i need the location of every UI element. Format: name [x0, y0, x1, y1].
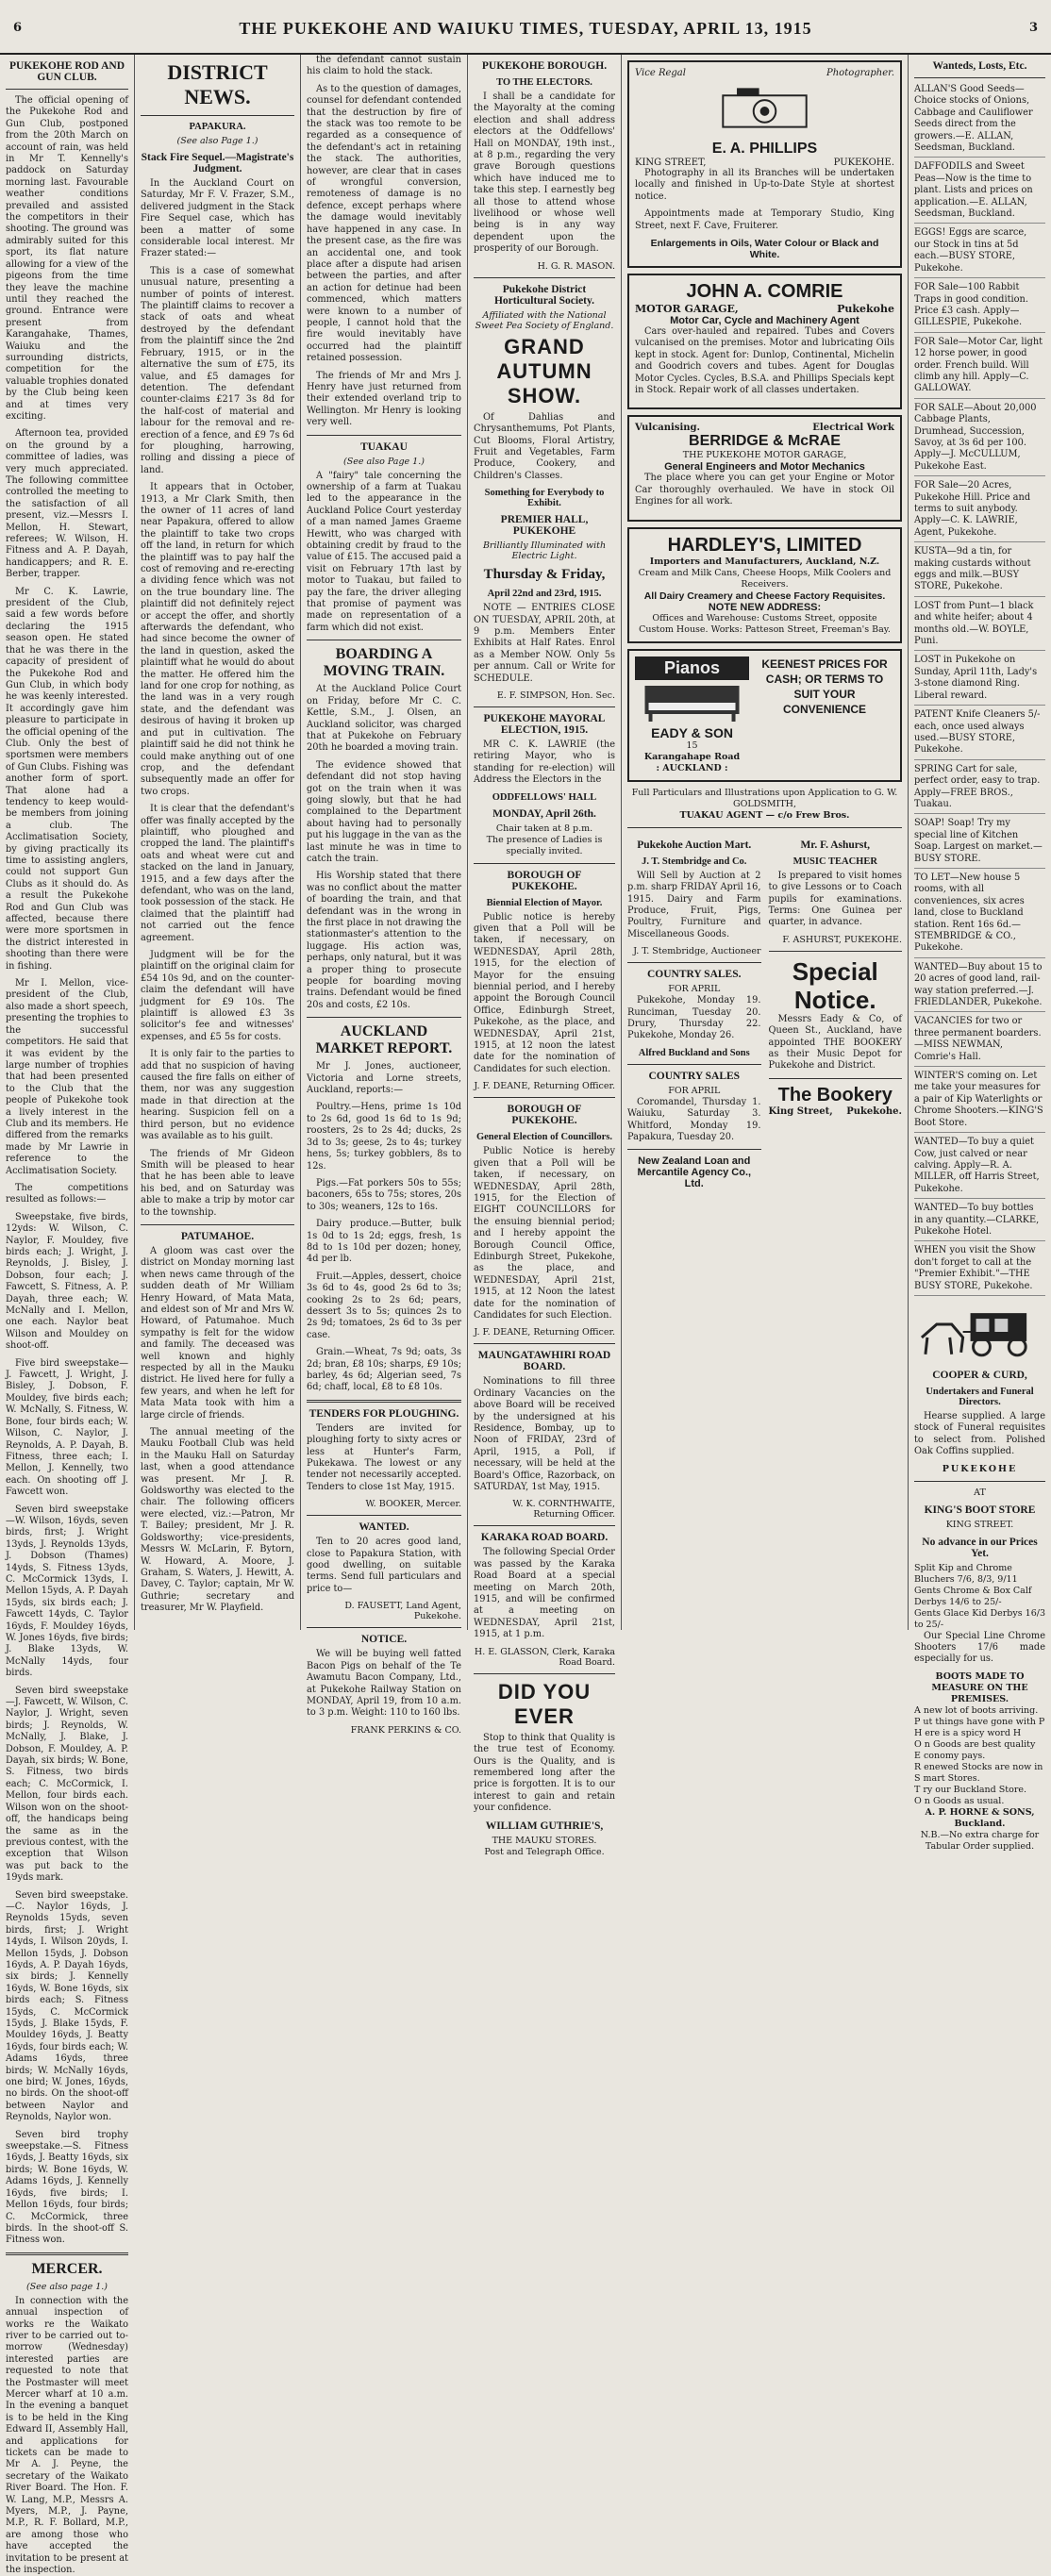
- phillips-advertisement: [627, 60, 902, 268]
- ashurst-heading: Mr. F. Ashurst,: [800, 839, 871, 851]
- maungatawhiri-heading: MAUNGATAWHIRI ROAD BOARD.: [477, 1350, 611, 1373]
- biennial-heading: BOROUGH OF PUKEKOHE.: [507, 869, 582, 892]
- classified-item: WANTED—Buy about 15 to 20 acres of good land, rail-way station preferred.—J. FRIEDLANDER, Pukekohe.: [914, 962, 1045, 1013]
- hardley-requisites: All Dairy Creamery and Cheese Factory Requisites.: [643, 590, 886, 602]
- comrie-name: JOHN A. COMRIE: [686, 281, 843, 303]
- divider: [627, 827, 902, 828]
- hearse-carriage-icon: [914, 1300, 1045, 1360]
- borough-heading: PUKEKOHE BOROUGH.: [481, 60, 608, 72]
- grand-venue-sub: Brilliantly Illuminated with Electric Light.: [482, 540, 607, 562]
- column-4: [468, 55, 621, 1857]
- hardley-advertisement: [627, 527, 902, 643]
- divider: [627, 962, 761, 963]
- eady-name: EADY & SON: [651, 724, 733, 740]
- article-paragraph: the defendant cannot sustain his claim to hold the stack.: [307, 55, 461, 77]
- article-paragraph: It appears that in October, 1913, a Mr Clark Smith, then the owner of 11 acres of land near Papakura, offered to allow the plaintiff to take two crops off the land, in return for which the plaintiff was to pay half the cost of removing and re-erecting a dividing fence which was not on the true boundary line. The plaintiff did not definitely reject or accept the offer, and shortly afterwards the defendant, who had since become the owner of the land in question, asked the plaintiff what he would do about the matter. He offered him the land for one crop for nothing, as the land was in a very rough state, and the defendant was desirous of having it broken up and put in cultivation. The plaintiff said he did not think he could make anything out of one crop, and the defendant subsequently made an offer for two crops.: [141, 482, 294, 797]
- phillips-vice-regal: Vice Regal: [635, 68, 686, 78]
- notice-paragraph: Ten to 20 acres good land, close to Papakura Station, with good dwelling, on suitable terms. Send full particulars and price to—: [307, 1537, 461, 1594]
- article-paragraph: Pigs.—Fat porkers 50s to 55s; baconers, 65s to 75s; stores, 20s to 30s; weaners, 12s to 16s.: [307, 1177, 461, 1212]
- kings-at: AT: [974, 1487, 986, 1498]
- divider: [6, 89, 128, 90]
- bookery-title: The Bookery: [777, 1084, 893, 1105]
- berridge-advertisement: [627, 415, 902, 521]
- phillips-enlargements: Enlargements in Oils, Water Colour or Black and White.: [650, 238, 879, 261]
- classified-item: ALLAN'S Good Seeds—Choice stocks of Onions, Cabbage and Cauliflower Seeds direct from the growers.—E. ALLAN, Seedsman, Buckland.: [914, 84, 1045, 158]
- footnote: N.B.—No extra charge for Tabular Order supplied.: [920, 1829, 1040, 1852]
- eady-city: : AUCKLAND :: [656, 762, 728, 773]
- column-5-lower-left: [627, 834, 761, 1190]
- classified-item: VACANCIES for two or three permanent boarders. —MISS NEWMAN, Comrie's Hall.: [914, 1016, 1045, 1067]
- phillips-name: E. A. PHILLIPS: [711, 141, 818, 157]
- hardley-sub: Importers and Manufacturers, Auckland, N.Z.: [649, 556, 880, 567]
- mayoral-heading: PUKEKOHE MAYORAL ELECTION, 1915.: [483, 712, 606, 736]
- divider: [474, 863, 615, 864]
- price-line: Split Kip and Chrome Bluchers 7/6, 8/3, 9/11: [914, 1562, 1018, 1585]
- ashurst-paragraph: Is prepared to visit homes to give Lessons or to Coach pupils for examinations. Terms: One Guinea per quarter, in advance.: [768, 870, 902, 928]
- divider: [141, 115, 294, 116]
- divider: [474, 1525, 615, 1526]
- grand-autumn-show-title: GRAND AUTUMN SHOW.: [496, 334, 592, 407]
- wanteds-heading: Wanteds, Losts, Etc.: [932, 60, 1027, 72]
- classified-item: PATENT Knife Cleaners 5/- each, once used always used.—BUSY STORE, Pukekohe.: [914, 709, 1045, 760]
- article-paragraph: Grain.—Wheat, 7s 9d; oats, 3s 2d; bran, £8 10s; sharps, £9 10s; barley, 4s 6d; Algerian seed, 7s 6d; chaff, local, £8 to £8 10s.: [307, 1347, 461, 1393]
- country-sales-month: FOR APRIL: [668, 984, 721, 995]
- article-paragraph: The friends of Mr and Mrs J. Henry have just returned from their extended overland trip to Wellington. Mr Henry is looking very well.: [307, 370, 461, 428]
- eady-prices: KEENEST PRICES FOR CASH; OR TERMS TO SUIT YOUR CONVENIENCE: [761, 656, 888, 716]
- classified-item: WINTER'S coming on. Let me take your measures for a pair of Kip Waterlights or Chrome Shooters.—KING'S Boot Store.: [914, 1071, 1045, 1133]
- comrie-advertisement: [627, 274, 902, 409]
- hardley-address: Offices and Warehouse: Customs Street, opposite Custom House. Works: Patteson Street, Freeman's Bay.: [639, 612, 891, 635]
- masthead: [0, 0, 1051, 55]
- notice-paragraph: Of Dahlias and Chrysanthemums, Pot Plants, Cut Blooms, Floral Artistry, Fruit and Vegetables, Farm Produce, Cookery, and Children's Classes.: [474, 411, 615, 481]
- notice-paragraph: NOTE — ENTRIES CLOSE ON TUESDAY, APRIL 20th, at 9 p.m. Members Enter Exhibits at Half Rates. Enrol as a Member NOW. Only 5s per annum. Call or Write for SCHEDULE.: [474, 603, 615, 684]
- classified-item: EGGS! Eggs are scarce, our Stock in tins at 5d each.—BUSY STORE, Pukekohe.: [914, 227, 1045, 278]
- mercer-heading: MERCER.: [31, 2260, 103, 2277]
- phillips-paragraph: Photography in all its Branches will be undertaken locally and finished in Up-to-Date Style at shortest notice.: [635, 168, 894, 202]
- article-paragraph: The evidence showed that defendant did not stop having got on the train when it was going slowly, but that he had complained to the Department about having had to personally put his luggage in the van as the last minute he was in time to catch the train.: [307, 759, 461, 864]
- maungatawhiri-signature: W. K. CORNTHWAITE, Returning Officer.: [512, 1499, 615, 1521]
- acrostic-line: E conomy pays.: [914, 1750, 986, 1761]
- divider: [769, 951, 903, 952]
- classified-item: LOST from Punt—1 black and white heifer; about 4 months old.—W. BOYLE, Puni.: [914, 601, 1045, 652]
- divider: [914, 77, 1045, 78]
- grand-signature: E. F. SIMPSON, Hon. Sec.: [496, 690, 615, 701]
- ashurst-signature: F. ASHURST, PUKEKOHE.: [782, 934, 902, 945]
- acrostic-line: S mart Stores.: [914, 1772, 980, 1784]
- councillors-heading: BOROUGH OF PUKEKOHE.: [507, 1104, 582, 1127]
- cooper-sub: Undertakers and Funeral Directors.: [926, 1386, 1034, 1407]
- berridge-paragraph: The place where you can get your Engine or Motor Car thoroughly overhauled. We have in stock Oil Engines for all work.: [635, 473, 894, 507]
- wanted-heading: WANTED.: [359, 1521, 409, 1534]
- article-paragraph: The competitions resulted as follows:—: [6, 1182, 128, 1205]
- papakura-heading: PAPAKURA.: [189, 122, 246, 132]
- article-paragraph: Sweepstake, five birds, 12yds: W. Wilson, C. Naylor, F. Mouldey, five birds each; J. Wright, J. Reynolds, J. Bisley, J. Dobson, four each; J. Fawcett, S. Fitness, A. P. Dayah, three each; W. McNally and I. Mellon, one each. Naylor beat Wilson and Mouldey on shoot-off.: [6, 1211, 128, 1352]
- tuakau-see-also: (See also Page 1.): [343, 456, 425, 467]
- grand-dates: Thursday & Friday,: [483, 567, 606, 583]
- phillips-street: KING STREET,: [635, 158, 707, 168]
- bookery-town: Pukekohe.: [846, 1105, 902, 1117]
- article-paragraph: Seven bird sweepstake—W. Wilson, 16yds, seven birds, first; J. Wright 13yds, J. Reynolds 13yds, J. Dobson (Thames) 14yds, S. Fitness 13yds, C. McCormick 13yds, I. Mellon 15yds, A. P. Dayah 15yds, six birds each; J. Fawcett 14yds, C. Taylor 16yds, F. Mouldey 16yds, W. Jones 16yds, five birds; J. Blake 13yds, W. McNally 14yds, four birds.: [6, 1504, 128, 1679]
- divider: [474, 1343, 615, 1344]
- classified-item: LOST in Pukekohe on Sunday, April 11th, Lady's 3-stone diamond Ring. Liberal reward.: [914, 655, 1045, 706]
- stack-fire-heading: Stack Fire Sequel.—Magistrate's Judgment.: [141, 152, 294, 175]
- divider: [307, 435, 461, 436]
- column-1: [0, 55, 134, 2576]
- article-paragraph: Seven bird sweepstake.—C. Naylor 16yds, J. Reynolds 15yds, seven birds, first; J. Wright 14yds, I. Wilson 20yds, I. Mellon 15yds, J. Dobson 16yds, A. P. Dayah 16yds, six birds; J. Kennelly 16yds, W. Bone 16yds, six birds each; S. Fitness 15yds, C. McCormick 15yds, J. Blake 15yds, F. Mouldey 16yds, J. Beatty 16yds, four birds each; W. Adams 16yds, three birds; W. McNally 16yds, one bird; W. Jones, 16yds, no birds. On the shoot-off between Naylor and Reynolds, Naylor won.: [6, 1889, 128, 2123]
- article-paragraph: Afternoon tea, provided on the ground by a committee of ladies, was very much appreciated. The following committee controlled the meeting to the satisfaction of all present, viz.—Messrs I. Mellon, H. Stewart, referees; W. Wilson, H. Fitness and A. P. Dayah, handicappers; and R. E. Berber, trapper.: [6, 428, 128, 580]
- page-number-right: 3: [1028, 21, 1038, 35]
- ashurst-sub: MUSIC TEACHER: [792, 856, 877, 867]
- divider: [627, 1149, 761, 1150]
- classified-item: FOR Sale—Motor Car, light 12 horse power, in good order. French build. Will climb any hill. Apply—C. GALLOWAY.: [914, 337, 1045, 399]
- masthead-title: THE PUKEKOHE AND WAIUKU TIMES, TUESDAY, APRIL 13, 1915: [239, 19, 812, 38]
- article-paragraph: Mr J. Jones, auctioneer, Victoria and Lorne streets, Auckland, reports:—: [307, 1061, 461, 1096]
- divider: [474, 277, 615, 278]
- biennial-sub: Biennial Election of Mayor.: [486, 897, 603, 908]
- column-3: [301, 55, 467, 1736]
- karaka-heading: KARAKA ROAD BOARD.: [480, 1532, 609, 1544]
- phillips-photographer: Photographer.: [826, 68, 894, 78]
- auction-name: J. T. Stembridge and Co.: [642, 856, 747, 867]
- pianos-label: Pianos: [635, 656, 749, 680]
- wanted-signature: D. FAUSETT, Land Agent, Pukekohe.: [344, 1601, 461, 1622]
- divider: [914, 1481, 1045, 1482]
- berridge-sub: THE PUKEKOHE MOTOR GARAGE,: [682, 450, 847, 461]
- eady-road: Karangahape Road: [643, 751, 741, 762]
- acrostic-line: A new lot of boots arriving.: [914, 1704, 1039, 1716]
- cooper-paragraph: Hearse supplied. A large stock of Funeral requisites to select from. Polished Oak Coffins supplied.: [914, 1410, 1045, 1457]
- tenders-heading: TENDERS FOR PLOUGHING.: [309, 1407, 459, 1420]
- classified-item: SOAP! Soap! Try my special line of Kitchen Soap. Largest on market.—BUSY STORE.: [914, 818, 1045, 869]
- karaka-signature: H. E. GLASSON, Clerk, Karaka Road Board.: [474, 1646, 615, 1668]
- article-paragraph: Judgment will be for the plaintiff on the original claim for £54 10s 9d, and on the counter-claim the defendant will have judgment for £9 10s. The plaintiff is allowed £3 3s solicitor's fee and witnesses' expenses, and £5 5s for costs.: [141, 950, 294, 1042]
- tuakau-heading: TUAKAU: [360, 440, 408, 453]
- cooper-heading: COOPER & CURD,: [932, 1369, 1027, 1381]
- grand-dates-2: April 22nd and 23rd, 1915.: [487, 589, 602, 600]
- price-line: Gents Glace Kid Derbys 16/3 to 25/-: [914, 1607, 1045, 1630]
- divider: [307, 1400, 461, 1403]
- rod-gun-heading: PUKEKOHE ROD AND GUN CLUB.: [8, 60, 125, 83]
- classified-item: KUSTA—9d a tin, for making custards without eggs and milk.—BUSY STORE, Pukekohe.: [914, 546, 1045, 597]
- divider: [141, 1224, 294, 1225]
- notice-paragraph: MR C. K. LAWRIE (the retiring Mayor, who is standing for re-election) will Address the Electors in the: [474, 739, 615, 786]
- grand-venue: PREMIER HALL, PUKEKOHE: [500, 514, 589, 538]
- notice-signature: FRANK PERKINS & CO.: [350, 1724, 461, 1736]
- article-paragraph: In connection with the annual inspection of works re the Waikato river to be carried out to-morrow (Wednesday) interested parties are requested to note that the Postmaster will meet Mercer wharf at 10 a.m. In the evening a banquet is to be held in the King Edward II, Assembly Hall, and applications for tickets can be made to Mr A. J. Peyne, the secretary of the Waikato River Board. The Hon. F. W. Lang, M.P., Messrs A. Myers, M.P., J. Payne, M.P., R. F. Bollard, M.P., are among those who have accepted the invitation to be present at the inspection.: [6, 2295, 128, 2576]
- column-5: [622, 55, 908, 1630]
- did-you-ever-heading: DID YOU EVER: [497, 1679, 592, 1728]
- auction-paragraph: Will Sell by Auction at 2 p.m. sharp FRIDAY April 16, 1915. Dairy and Farm Produce, Fruit, Pigs, Poultry, Furniture and Miscellaneous Goods.: [627, 870, 761, 939]
- classified-item: WANTED—To buy bottles in any quantity.—CLARKE, Pukekohe Hotel.: [914, 1203, 1045, 1241]
- district-news-heading: DISTRICT NEWS.: [167, 60, 268, 108]
- notice-paragraph: We will be buying well fatted Bacon Pigs on behalf of the Te Awamutu Bacon Company, Ltd., at Pukekohe Railway Station on MONDAY, April 19, from 10 a.m. to 3 p.m. Weight: 110 to 160 lbs.: [307, 1649, 461, 1719]
- guthrie-sub-2: Post and Telegraph Office.: [484, 1846, 605, 1857]
- article-paragraph: Poultry.—Hens, prime 1s 10d to 2s 6d, good 1s 6d to 1s 9d; roosters, 2s to 2s 4d; ducks, 2s 3d to 3s; geese, 2s to 4s; turkey hens, 5s; turkey gobblers, 8s to 12s.: [307, 1102, 461, 1172]
- biennial-signature: J. F. DEANE, Returning Officer.: [474, 1081, 615, 1092]
- classified-item: FOR Sale—20 Acres, Pukekohe Hill. Price and terms to suit anybody. Apply—C. K. LAWRIE, Agent, Pukekohe.: [914, 480, 1045, 542]
- article-paragraph: His Worship stated that there was no conflict about the matter of boarding the train, and that defendant was in the wrong in the first place in not drawing the stationmaster's attention to the luggage. His action was, perhaps, only natural, but it was a proper thing to prosecute people for boarding moving trains. Defendant would be fined 20s and costs, £2 10s.: [307, 871, 461, 1010]
- article-paragraph: Five bird sweepstake—J. Fawcett, J. Wright, J. Bisley, J. Dobson, F. Mouldey, five birds each; W. McNally, S. Fitness, W. Bone, four birds each; W. Wilson, C. Naylor, J. Reynolds, A. P. Dayah, B. Fitness, three each; I. Mellon, J. Kennelly, two each. On shooting off J. Fawcett won.: [6, 1357, 128, 1498]
- divider: [474, 706, 615, 707]
- article-paragraph: Fruit.—Apples, dessert, choice 3s 6d to 4s, good 2s 6d to 3s; cooking 2s to 2s 6d; pears, dessert 3s to 5s; quinces 2s to 2s 9d; tomatoes, 2s 6d to 3s per case.: [307, 1271, 461, 1340]
- article-paragraph: It is only fair to the parties to add that no suspicion of having caused the fire falls on either of them, nor was any suggestion made in that direction at the hearing. Suspicion fell on a third person, but no evidence was available as to his guilt.: [141, 1049, 294, 1142]
- mayoral-date: MONDAY, April 26th.: [492, 807, 596, 820]
- article-paragraph: As to the question of damages, counsel for defendant contended that the destruction by fire of the stack was too remote to be regarded as a consequence of the defendant's act in retaining the stack. The authorities, however, are clear that in cases of wrongful conversion, remoteness of damage is no defence, except perhaps where the damage would inevitably have happened in any case. In the present case, as the fire was an accidental one, and took place after a dispute had arisen between the parties, and after an action for detinue had been commenced, which matters were known to a number of people, I cannot hold that the fire would inevitably have occurred had the plaintiff retained possession.: [307, 83, 461, 364]
- tenders-signature: W. BOOKER, Mercer.: [365, 1499, 461, 1510]
- acrostic-line: T ry our Buckland Store.: [914, 1784, 1027, 1795]
- eady-number: 15: [686, 740, 698, 751]
- hardley-title: HARDLEY'S, LIMITED: [667, 534, 862, 556]
- article-paragraph: Mr C. K. Lawrie, president of the Club, said a few words before declaring the 1915 season open. He stated that he was there in the capacity of president of the Pukekohe Rod and Gun Club, in which body he was keenly interested. It accordingly gave him pleasure to participate in the official opening of the Club. Only the best of sportsmen were members of Gun Clubs. Fishing was another form of sport. That alone had a tendency to keep would-be members from joining a club. The Acclimatisation Society, by giving practically its time to assisting anglers, could not support Gun Clubs as it should do. As a result the Pukekohe Rod and Gun Club was affected, because there were more sportsmen in the district interested in shooting than there were in fishing.: [6, 586, 129, 972]
- horne-signature: A. P. HORNE & SONS, Buckland.: [925, 1806, 1035, 1829]
- mayoral-chair: Chair taken at 8 p.m.: [495, 823, 593, 834]
- country-sales-2-heading: COUNTRY SALES: [648, 1070, 741, 1082]
- special-notice: Special Notice.: [792, 956, 878, 1014]
- no-advance: No advance in our Prices Yet.: [922, 1536, 1038, 1559]
- notice-paragraph: The following Special Order was passed by the Karaka Road Board at a special meeting on March 20th, 1915, and will be confirmed at a meeting on WEDNESDAY, April 21st, 1915, at 1 p.m.: [474, 1547, 615, 1640]
- acrostic-line: P ut things have gone with P: [914, 1716, 1045, 1727]
- guthrie-sub: THE MAUKU STORES.: [492, 1835, 597, 1846]
- article-paragraph: The annual meeting of the Mauku Football Club was held in the Mauku Hall on Saturday last, when a good attendance was present. Mr J. R. Goldsworthy was elected to the chair. The following officers were elected, viz.:—Patron, Mr T. Bailey; president, Mr J. R. Goldsworthy; vice-presidents, Messrs W. McLarin, F. Bytorn, W. Howard, A. Moore, J. Graham, S. Waters, J. Hewitt, A. Davey, C. Taylor; captain, Mr W. Guthrie; secretary and treasurer, Mr W. Playfield.: [141, 1427, 294, 1614]
- notice-paragraph: Stop to think that Quality is the true test of Economy. Ours is the Quality, and is remembered long after the price is forgotten. It is to our interest to gain and retain your confidence.: [474, 1732, 615, 1814]
- page-number-left: 6: [13, 21, 23, 35]
- phillips-town: PUKEKOHE.: [833, 158, 894, 168]
- piano-icon: [635, 680, 749, 722]
- berridge-electrical: Electrical Work: [812, 423, 894, 434]
- column-5-lower-right: [769, 834, 903, 1190]
- article-paragraph: The friends of Mr Gideon Smith will be pleased to hear that he has been able to leave his bed, and on Saturday was able to make a trip by motor car to the township.: [141, 1148, 294, 1218]
- market-heading: AUCKLAND MARKET REPORT.: [315, 1023, 453, 1057]
- article-paragraph: The official opening of the Pukekohe Rod and Gun Club, postponed from the 20th March on account of rain, was held in Mr T. Kennelly's paddock on Saturday morning last. Favourable weather conditions prevailed and assisted the competitors in their shooting. The ground was admirably suited for this sport, its flat nature allowing for a view of the pigeons from the time they leave the machine until they reached the ground. Entrance were present from Karangahake, Thames, Waiuku and the surrounding districts, competition for the valuable trophies donated by the Club being keen and at times very exciting.: [6, 95, 128, 422]
- camera-icon: [635, 78, 894, 137]
- classified-item: FOR Sale—100 Rabbit Traps in good condition. Price £3 cash. Apply—GILLESPIE, Pukekohe.: [914, 282, 1045, 333]
- kings-street: KING STREET.: [945, 1519, 1014, 1530]
- hardley-sub-2: Cream and Milk Cans, Cheese Hoops, Milk Coolers and Receivers.: [638, 567, 892, 590]
- article-paragraph: In the Auckland Court on Saturday, Mr F. V. Frazer, S.M., delivered judgment in the Stack Fire Sequel case, which has been a matter of some considerable local interest. Mr Frazer stated:—: [141, 178, 294, 259]
- acrostic-line: H ere is a spicy word H: [914, 1727, 1022, 1738]
- hardley-address-heading: NOTE NEW ADDRESS:: [708, 601, 822, 613]
- berridge-tag: General Engineers and Motor Mechanics: [664, 461, 865, 474]
- divider: [6, 2252, 128, 2255]
- country-sales-list: Pukekohe, Monday 19. Runciman, Tuesday 20. Drury, Thursday 22. Pukekohe, Monday 26.: [627, 995, 761, 1041]
- eady-advertisement: [627, 649, 902, 782]
- eady-left: [635, 656, 749, 774]
- mayoral-hall: ODDFELLOWS' HALL: [492, 791, 597, 803]
- divider: [474, 1673, 615, 1674]
- boots-measure: BOOTS MADE TO MEASURE ON THE PREMISES.: [931, 1670, 1028, 1704]
- country-sales-2-list: Coromandel, Thursday 1. Waiuku, Saturday 3. Whitford, Monday 19. Papakura, Tuesday 20.: [627, 1096, 761, 1142]
- divider: [627, 1064, 761, 1065]
- bookery-street: King Street,: [768, 1105, 833, 1117]
- horticultural-heading: Pukekohe District Horticultural Society.: [493, 283, 595, 307]
- divider: [307, 1515, 461, 1516]
- special-line: Our Special Line Chrome Shooters 17/6 made especially for us.: [914, 1630, 1045, 1665]
- article-paragraph: A "fairy" tale concerning the ownership of a farm at Tuakau led to the appearance in the Auckland Police Court yesterday of a man named James Graeme Hewitt, who was charged with obtaining credit by fraud to the value of £15. The accused paid a visit on February 17th last by motor to Tuakau, but failed to pay the fare, the driver alleging that promise of payment was made on representation of a farm which did not exist.: [307, 470, 461, 633]
- papakura-see-also: (See also Page 1.): [176, 136, 259, 146]
- notice-paragraph: Tenders are invited for ploughing forty to sixty acres or less at Hunter's Farm, Pukekawa. The lowest or any tender not necessarily accepted. Tenders to close 1st May, 1915.: [307, 1422, 461, 1492]
- classified-item: DAFFODILS and Sweet Peas—Now is the time to plant. Lists and prices on application.—E. ALLAN, Seedsman, Buckland.: [914, 161, 1045, 224]
- column-2: [135, 55, 300, 1630]
- eady-tuakau: TUAKAU AGENT — c/o Frew Bros.: [679, 809, 850, 821]
- nz-loan: New Zealand Loan and Mercantile Agency Co., Ltd.: [637, 1155, 752, 1190]
- grand-something: Something for Everybody to Exhibit.: [484, 488, 605, 509]
- comrie-tag: Motor Car, Cycle and Machinery Agent: [670, 315, 859, 327]
- comrie-town: Pukekohe: [837, 303, 894, 316]
- country-sales-heading: COUNTRY SALES.: [647, 969, 742, 981]
- classified-item: SPRING Cart for sale, perfect order, easy to trap. Apply—FREE BROS., Tuakau.: [914, 764, 1045, 815]
- auction-signature: J. T. Stembridge, Auctioneer: [633, 946, 761, 957]
- article-paragraph: Seven bird trophy sweepstake.—S. Fitness 16yds, J. Beatty 16yds, six birds; W. Bone 16yds, W. Adams 16yds, J. Kennelly 16yds, five birds; I. Mellon 16yds, four birds; C. McCormick, three birds. In the shoot-off S. Fitness won.: [6, 2129, 128, 2246]
- classified-item: TO LET—New house 5 rooms, with all conveniences, six acres land, close to Buckland station. Rent 16s 6d.—STEMBRIDGE & CO., Pukekohe.: [914, 873, 1045, 958]
- special-paragraph: Messrs Eady & Co, of Queen St., Auckland, have appointed THE BOOKERY as their Music Depot for Pukekohe and District.: [768, 1013, 902, 1072]
- comrie-sub: MOTOR GARAGE,: [635, 303, 739, 316]
- berridge-vulcanising: Vulcanising.: [635, 423, 700, 434]
- column-5-lower: [627, 834, 902, 1190]
- acrostic-line: O n Goods as usual.: [914, 1795, 1005, 1806]
- mercer-see-also: (See also page 1.): [25, 2281, 108, 2292]
- classified-item: WHEN you visit the Show don't forget to call at the "Premier Exhibit."—THE BUSY STORE, Pukekohe.: [914, 1245, 1045, 1296]
- article-paragraph: Mr I. Mellon, vice-president of the Club, also made a short speech, presenting the trophies to the successful competitors. He said that it was evident by the large number of trophies that had been presented to the Club that the people of Pukekohe took a lively interest in the Club and its members. He differed from the remarks made by Mr Lawrie in reference to the Acclimatisation Society.: [6, 978, 128, 1176]
- divider: [307, 1627, 461, 1628]
- classifieds-list: [914, 84, 1045, 1296]
- notice-heading: NOTICE.: [360, 1634, 408, 1646]
- borough-sub: TO THE ELECTORS.: [496, 77, 592, 88]
- article-paragraph: At the Auckland Police Court on Friday, before Mr C. C. Kettle, S.M., J. Olsen, an Auckland solicitor, was charged that at Pukekohe on February 20th he boarded a moving train.: [307, 684, 461, 754]
- auction-heading: Pukekohe Auction Mart.: [637, 839, 752, 851]
- alfred-buckland: Alfred Buckland and Sons: [638, 1047, 750, 1058]
- berridge-name: BERRIDGE & McRAE: [689, 433, 841, 450]
- classified-item: WANTED—To buy a quiet Cow, just calved or near calving. Apply—R. A. MILLER, off Harris Street, Pukekohe.: [914, 1137, 1045, 1199]
- article-paragraph: This is a case of somewhat unusual nature, presenting a number of points of interest. The plaintiff claims to recover a stack of oats and wheat destroyed by the defendant from the plaintiff since the 2nd February, 1915, or in the alternative the sum of £75, its value, and £5 damages for detention. The defendant counter-claims £217 3s 8d for the half-cost of material and labour for the removal and re-erection of a fence, and £9 7s 6d for ploughing, harrowing, rolling and dissing a piece of land.: [141, 265, 294, 475]
- country-sales-2-month: FOR APRIL: [668, 1085, 721, 1096]
- acrostic-line: O n Goods are best quality: [914, 1738, 1036, 1750]
- mayoral-ladies: The presence of Ladies is specially invited.: [486, 834, 603, 856]
- eady-goldsmith: Full Particulars and Illustrations upon Application to G. W. GOLDSMITH,: [631, 787, 898, 809]
- article-paragraph: Seven bird sweepstake—J. Fawcett, W. Wilson, C. Naylor, J. Wright, seven birds; J. Reynolds, W. McNally, J. Blake, J. Dobson, F. Mouldey, A. P. Dayah, six birds; W. Bone, S. Fitness, two birds each; C. McCormick, I. Mellon, four birds each. Wilson won on the shoot-off, the handicaps being the same as in the previous contest, with the exception that Wilson was put back to the 19yds mark.: [6, 1685, 128, 1884]
- patumahoe-heading: PATUMAHOE.: [180, 1230, 255, 1242]
- guthrie-title: WILLIAM GUTHRIE'S,: [485, 1820, 604, 1832]
- councillors-sub: General Election of Councillors.: [475, 1132, 613, 1143]
- notice-paragraph: Public Notice is hereby given that a Poll will be taken, if necessary, on WEDNESDAY, April 28th, 1915, for the Election of EIGHT COUNCILLORS for the ensuing biennial period; and I hereby appoint the Borough Council Office, Edinburgh Street, Pukekohe, as the place, and WEDNESDAY, April 21st, 1915, at 12 Noon the latest date for the nomination of Candidates for such Election.: [474, 1146, 615, 1321]
- divider: [307, 1017, 461, 1018]
- phillips-studio: Appointments made at Temporary Studio, King Street, next F. Cave, Fruiterer.: [635, 208, 894, 231]
- kings-title: KING'S BOOT STORE: [924, 1504, 1036, 1516]
- article-paragraph: A gloom was cast over the district on Monday morning last when news came through of the sudden death of Mr William Henry Howard, of Mata Mata, and eldest son of Mr and Mrs W. Howard, of Patumahoe. Much sympathy is felt for the widow and family. The deceased was well known and highly respected by all in the Mauku district. He lived here for fully a few years, and when he left for Mata Mata took with him a large circle of friends.: [141, 1245, 294, 1421]
- train-heading: BOARDING A MOVING TRAIN.: [323, 646, 445, 680]
- horticultural-sub: Affiliated with the National Sweet Pea Society of England.: [475, 309, 614, 331]
- divider: [474, 1097, 615, 1098]
- notice-paragraph: Public notice is hereby given that a Poll will be taken, if necessary, on WEDNESDAY, April 28th, 1915, for the election of Mayor for the ensuing biennial period, and I hereby appoint the Borough Council Office, Edinburgh Street, Pukekohe, as the place, and WEDNESDAY, April 21st, 1915, at 12 noon the latest date for the nomination of Candidates for such election.: [474, 911, 615, 1074]
- cooper-town: PUKEKOHE: [942, 1463, 1018, 1474]
- comrie-paragraph: Cars over-hauled and repaired. Tubes and Covers vulcanised on the premises. Motor and lubricating Oils kept in stock. Agent for: Dunlop, Continental, Michelin and Goodrich covers and tubes. Agent for Douglas Motor Cycles. Cycles, B.S.A. and Phillips Specials kept in Stock. Repair work of all classes undertaken.: [635, 326, 894, 396]
- article-paragraph: It is clear that the defendant's offer was finally accepted by the plaintiff, who ploughed and cropped the land. The plaintiff's oats and wheat were cut and stacked on the land in January, 1915, and a few days after the defendant, who was on the land, took possession of the stack. He claimed that the plaintiff had not carried out the fence agreement.: [141, 804, 294, 943]
- acrostic-line: R enewed Stocks are now in: [914, 1761, 1043, 1772]
- article-paragraph: Dairy produce.—Butter, bulk 1s 0d to 1s 2d; eggs, fresh, 1s 8d to 1s 10d per dozen; honey, 4d per lb.: [307, 1219, 461, 1265]
- price-line: Gents Chrome & Box Calf Derbys 14/6 to 25/-: [914, 1585, 1032, 1607]
- classified-item: FOR SALE—About 20,000 Cabbage Plants, Drumhead, Succession, Savoy, at 3s 6d per 100. Apply—J. McCULLUM, Pukekohe East.: [914, 403, 1045, 476]
- eady-right: [755, 656, 894, 774]
- borough-signature: H. G. R. MASON.: [537, 260, 615, 272]
- divider: [769, 1078, 903, 1079]
- notice-paragraph: I shall be a candidate for the Mayoralty at the coming election and shall address electors at the Oddfellows' Hall on MONDAY, 19th inst., at 8 p.m., regarding the very grave Borough questions which have induced me to take this step. I earnestly beg all those to attend whose livelihood or whose well being is in any way dependent upon the prosperity of our Borough.: [474, 91, 615, 255]
- councillors-signature: J. F. DEANE, Returning Officer.: [474, 1327, 615, 1338]
- column-6: [909, 55, 1051, 1852]
- notice-paragraph: Nominations to fill three Ordinary Vacancies on the above Board will be received by the undersigned at his Residence, Bombay, up to Noon of FRIDAY, 23rd of April, 1915, a Poll, if necessary, will be held at the Board's Office, Razorback, on SATURDAY, 1st May, 1915.: [474, 1376, 615, 1493]
